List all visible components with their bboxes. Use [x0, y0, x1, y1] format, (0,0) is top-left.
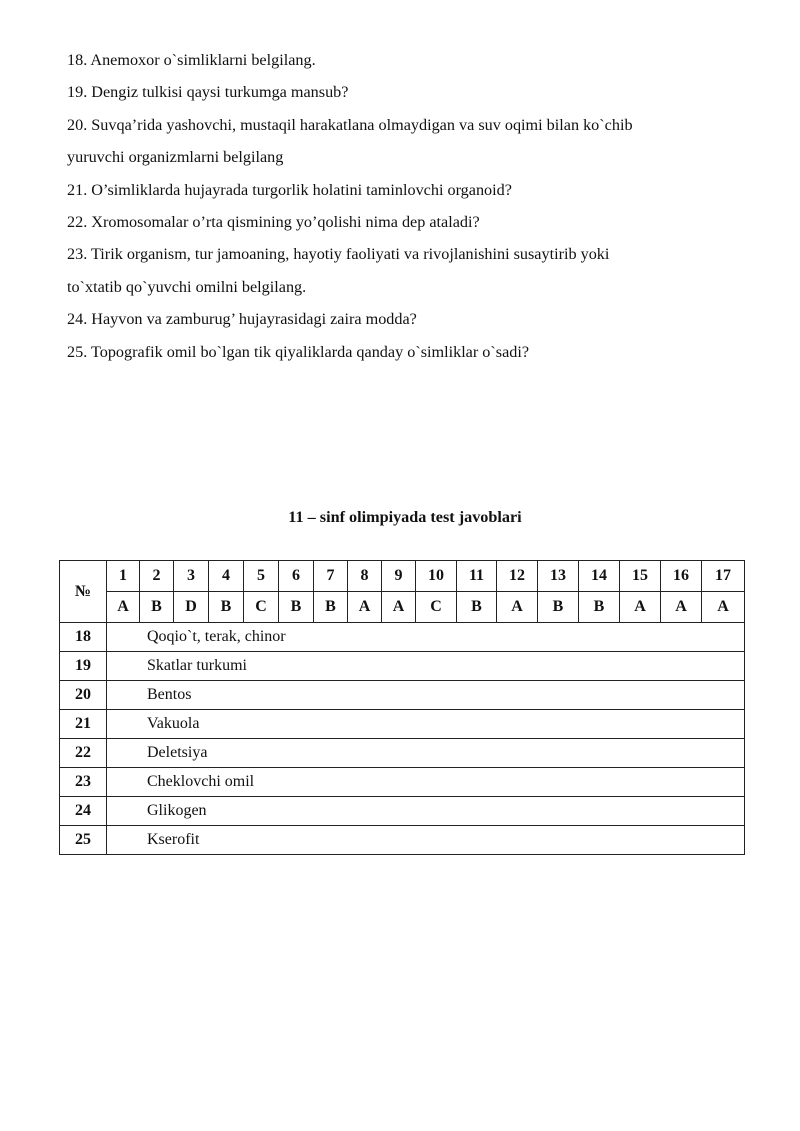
corner-label: № — [60, 561, 107, 623]
question-line: yuruvchi organizmlarni belgilang — [67, 148, 284, 167]
row-answer: Vakuola — [107, 710, 745, 739]
table-row — [60, 710, 745, 739]
table-row-letters — [60, 592, 745, 623]
table-row — [60, 739, 745, 768]
question-number: 6 — [279, 561, 314, 592]
question-number: 9 — [382, 561, 416, 592]
answer-letter: D — [174, 592, 209, 623]
question-number: 2 — [140, 561, 174, 592]
row-number: 22 — [60, 739, 107, 768]
question-line: 23. Tirik organism, tur jamoaning, hayotiy faoliyati va rivojlanishini susaytirib yoki — [67, 245, 610, 264]
answer-letter: B — [579, 592, 620, 623]
question-line: to`xtatib qo`yuvchi omilni belgilang. — [67, 277, 307, 296]
table-row — [60, 797, 745, 826]
question-number: 4 — [209, 561, 244, 592]
question-line: 21. O’simliklarda hujayrada turgorlik holatini taminlovchi organoid? — [67, 180, 512, 199]
answer-letter: B — [209, 592, 244, 623]
answer-letter: A — [620, 592, 661, 623]
question-number: 12 — [497, 561, 538, 592]
question-line: 25. Topografik omil bo`lgan tik qiyaliklarda qanday o`simliklar o`sadi? — [67, 342, 530, 361]
answer-letter: A — [702, 592, 745, 623]
question-number: 3 — [174, 561, 209, 592]
question-number: 7 — [314, 561, 348, 592]
table-row — [60, 826, 745, 855]
question-number: 13 — [538, 561, 579, 592]
question-number: 16 — [661, 561, 702, 592]
row-number: 25 — [60, 826, 107, 855]
question-number: 8 — [348, 561, 382, 592]
table-row-numbers — [60, 561, 745, 592]
row-answer: Skatlar turkumi — [107, 652, 745, 681]
question-number: 11 — [457, 561, 497, 592]
question-line: 24. Hayvon va zamburug’ hujayrasidagi zaira modda? — [67, 310, 417, 329]
answer-letter: A — [497, 592, 538, 623]
answers-table — [59, 560, 745, 855]
row-answer: Glikogen — [107, 797, 745, 826]
answer-letter: C — [416, 592, 457, 623]
row-answer: Deletsiya — [107, 739, 745, 768]
question-number: 10 — [416, 561, 457, 592]
question-number: 15 — [620, 561, 661, 592]
answer-letter: B — [314, 592, 348, 623]
question-number: 5 — [244, 561, 279, 592]
answers-title: 11 – sinf olimpiyada test javoblari — [288, 508, 522, 526]
question-number: 17 — [702, 561, 745, 592]
row-number: 23 — [60, 768, 107, 797]
question-number: 14 — [579, 561, 620, 592]
answer-letter: A — [348, 592, 382, 623]
answer-letter: B — [457, 592, 497, 623]
questions-list — [67, 44, 767, 368]
answer-letter: A — [382, 592, 416, 623]
question-line: 19. Dengiz tulkisi qaysi turkumga mansub? — [67, 83, 349, 102]
question-line: 22. Xromosomalar o’rta qismining yo’qolishi nima dep ataladi? — [67, 213, 480, 232]
row-number: 18 — [60, 623, 107, 652]
answer-letter: A — [661, 592, 702, 623]
table-row — [60, 652, 745, 681]
table-row — [60, 623, 745, 652]
row-number: 21 — [60, 710, 107, 739]
answer-letter: C — [244, 592, 279, 623]
question-number: 1 — [107, 561, 140, 592]
answer-letter: A — [107, 592, 140, 623]
question-line: 20. Suvqa’rida yashovchi, mustaqil harakatlana olmaydigan va suv oqimi bilan ko`chib — [67, 115, 633, 134]
row-answer: Cheklovchi omil — [107, 768, 745, 797]
answer-letter: B — [279, 592, 314, 623]
table-row — [60, 681, 745, 710]
row-number: 20 — [60, 681, 107, 710]
row-answer: Bentos — [107, 681, 745, 710]
answer-letter: B — [140, 592, 174, 623]
table-row — [60, 768, 745, 797]
answer-letter: B — [538, 592, 579, 623]
row-answer: Qoqio`t, terak, chinor — [107, 623, 745, 652]
row-number: 24 — [60, 797, 107, 826]
question-line: 18. Anemoxor o`simliklarni belgilang. — [67, 51, 316, 69]
row-answer: Kserofit — [107, 826, 745, 855]
row-number: 19 — [60, 652, 107, 681]
